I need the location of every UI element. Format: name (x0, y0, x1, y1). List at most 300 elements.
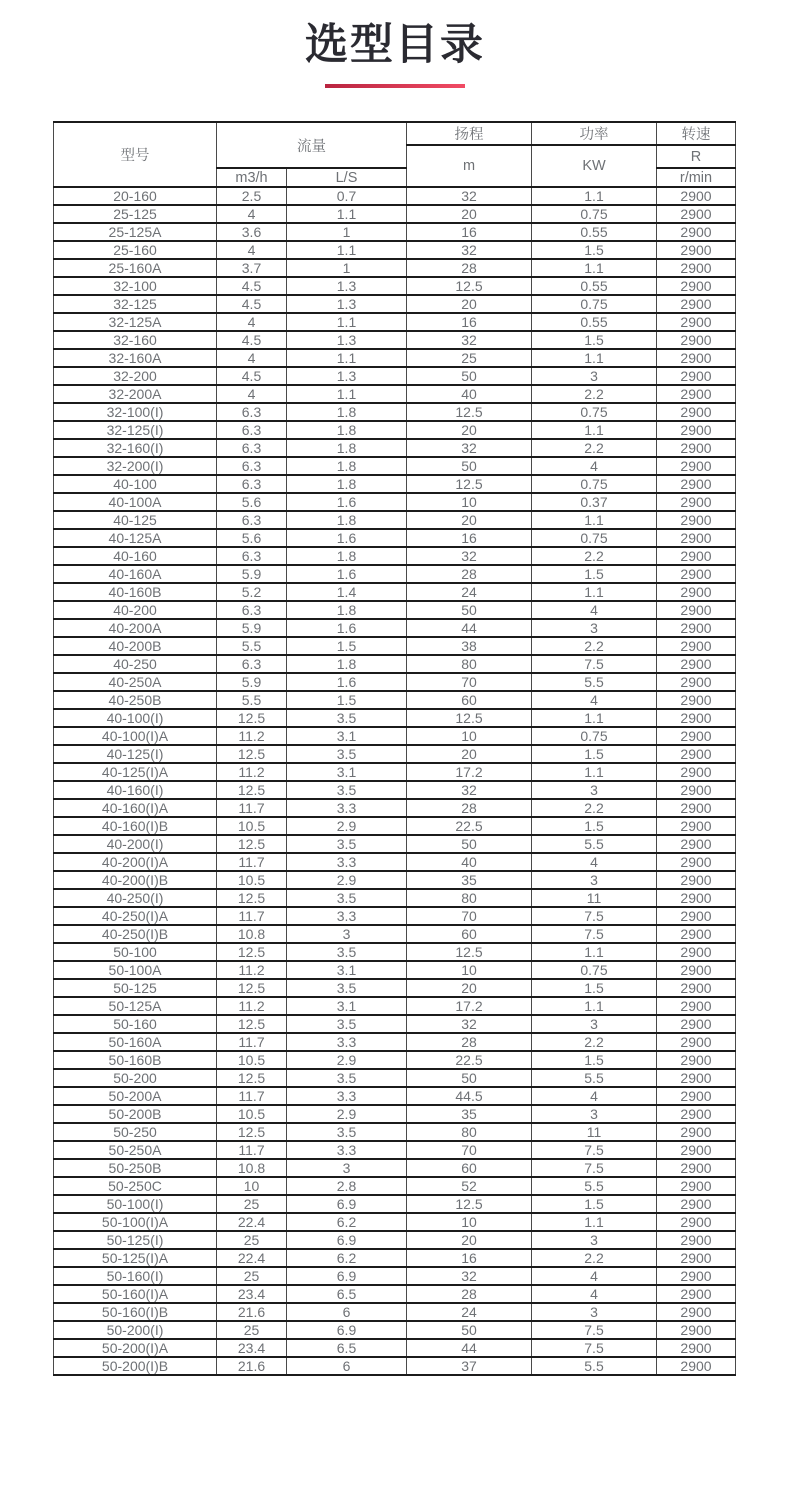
head-cell: 40 (407, 385, 532, 403)
head-cell: 50 (407, 457, 532, 475)
flow-ls-cell: 3.3 (287, 907, 407, 925)
flow-m3h-cell: 5.9 (217, 565, 287, 583)
model-cell: 32-100(I) (54, 403, 217, 421)
power-cell: 7.5 (532, 925, 657, 943)
flow-m3h-cell: 12.5 (217, 835, 287, 853)
head-cell: 20 (407, 745, 532, 763)
flow-ls-cell: 1.8 (287, 655, 407, 673)
head-cell: 20 (407, 295, 532, 313)
flow-m3h-cell: 10.5 (217, 871, 287, 889)
flow-ls-cell: 1.8 (287, 601, 407, 619)
power-cell: 5.5 (532, 1177, 657, 1195)
power-cell: 0.37 (532, 493, 657, 511)
model-cell: 50-160(I) (54, 1267, 217, 1285)
power-cell: 1.5 (532, 241, 657, 259)
power-cell: 4 (532, 457, 657, 475)
flow-ls-cell: 0.7 (287, 187, 407, 205)
model-cell: 50-200(I)A (54, 1339, 217, 1357)
flow-m3h-cell: 10.5 (217, 1051, 287, 1069)
table-row (54, 637, 736, 655)
model-cell: 40-100(I)A (54, 727, 217, 745)
model-cell: 50-100 (54, 943, 217, 961)
head-cell: 10 (407, 1213, 532, 1231)
flow-ls-cell: 3.5 (287, 979, 407, 997)
flow-m3h-cell: 4.5 (217, 277, 287, 295)
head-cell: 12.5 (407, 475, 532, 493)
speed-cell: 2900 (657, 853, 736, 871)
flow-ls-cell: 1.8 (287, 475, 407, 493)
head-cell: 32 (407, 1267, 532, 1285)
flow-m3h-cell: 4 (217, 385, 287, 403)
model-cell: 50-250C (54, 1177, 217, 1195)
table-row (54, 709, 736, 727)
flow-m3h-cell: 12.5 (217, 979, 287, 997)
table-row (54, 277, 736, 295)
table-body (54, 187, 736, 1375)
unit-flow-m3h: m3/h (217, 168, 287, 187)
power-cell: 5.5 (532, 1357, 657, 1375)
flow-m3h-cell: 12.5 (217, 709, 287, 727)
flow-m3h-cell: 25 (217, 1267, 287, 1285)
flow-ls-cell: 3.5 (287, 835, 407, 853)
power-cell: 7.5 (532, 655, 657, 673)
table-row (54, 547, 736, 565)
table-row (54, 979, 736, 997)
speed-cell: 2900 (657, 889, 736, 907)
model-cell: 50-160(I)B (54, 1303, 217, 1321)
flow-ls-cell: 3 (287, 925, 407, 943)
flow-m3h-cell: 11.2 (217, 763, 287, 781)
speed-cell: 2900 (657, 1123, 736, 1141)
table-row (54, 1303, 736, 1321)
power-cell: 4 (532, 1267, 657, 1285)
flow-m3h-cell: 5.6 (217, 493, 287, 511)
flow-m3h-cell: 11.7 (217, 907, 287, 925)
model-cell: 40-160 (54, 547, 217, 565)
table-row (54, 889, 736, 907)
head-cell: 32 (407, 331, 532, 349)
flow-m3h-cell: 6.3 (217, 457, 287, 475)
flow-ls-cell: 3.5 (287, 781, 407, 799)
flow-m3h-cell: 12.5 (217, 943, 287, 961)
head-cell: 60 (407, 1159, 532, 1177)
head-cell: 20 (407, 511, 532, 529)
power-cell: 1.1 (532, 259, 657, 277)
speed-cell: 2900 (657, 997, 736, 1015)
flow-m3h-cell: 11.7 (217, 853, 287, 871)
head-cell: 40 (407, 853, 532, 871)
model-cell: 50-200B (54, 1105, 217, 1123)
model-cell: 50-125(I) (54, 1231, 217, 1249)
model-cell: 50-125(I)A (54, 1249, 217, 1267)
flow-ls-cell: 1.6 (287, 493, 407, 511)
flow-ls-cell: 1 (287, 223, 407, 241)
flow-ls-cell: 3.5 (287, 1069, 407, 1087)
flow-ls-cell: 3.5 (287, 745, 407, 763)
power-cell: 0.55 (532, 277, 657, 295)
model-cell: 40-250A (54, 673, 217, 691)
speed-cell: 2900 (657, 637, 736, 655)
power-cell: 1.1 (532, 421, 657, 439)
model-cell: 50-200(I)B (54, 1357, 217, 1375)
model-cell: 50-200(I) (54, 1321, 217, 1339)
flow-ls-cell: 6.5 (287, 1339, 407, 1357)
flow-ls-cell: 3.5 (287, 709, 407, 727)
table-row (54, 511, 736, 529)
speed-cell: 2900 (657, 511, 736, 529)
model-cell: 40-125 (54, 511, 217, 529)
power-cell: 1.1 (532, 709, 657, 727)
flow-ls-cell: 6.2 (287, 1249, 407, 1267)
head-cell: 50 (407, 835, 532, 853)
flow-m3h-cell: 25 (217, 1321, 287, 1339)
speed-cell: 2900 (657, 1051, 736, 1069)
speed-cell: 2900 (657, 1033, 736, 1051)
flow-ls-cell: 1.3 (287, 367, 407, 385)
table-row (54, 475, 736, 493)
power-cell: 1.5 (532, 565, 657, 583)
flow-ls-cell: 3.1 (287, 997, 407, 1015)
table-row (54, 1249, 736, 1267)
flow-m3h-cell: 10 (217, 1177, 287, 1195)
flow-ls-cell: 1.8 (287, 457, 407, 475)
table-row (54, 1015, 736, 1033)
head-cell: 12.5 (407, 403, 532, 421)
power-cell: 1.1 (532, 943, 657, 961)
speed-cell: 2900 (657, 1177, 736, 1195)
flow-ls-cell: 1.8 (287, 439, 407, 457)
model-cell: 50-100(I) (54, 1195, 217, 1213)
flow-ls-cell: 1.8 (287, 511, 407, 529)
model-cell: 50-125 (54, 979, 217, 997)
speed-cell: 2900 (657, 1087, 736, 1105)
head-cell: 70 (407, 907, 532, 925)
model-cell: 40-125(I)A (54, 763, 217, 781)
table-row (54, 259, 736, 277)
power-cell: 4 (532, 601, 657, 619)
flow-m3h-cell: 3.7 (217, 259, 287, 277)
flow-m3h-cell: 5.6 (217, 529, 287, 547)
flow-ls-cell: 3.3 (287, 853, 407, 871)
model-cell: 50-160A (54, 1033, 217, 1051)
table-row (54, 205, 736, 223)
power-cell: 5.5 (532, 835, 657, 853)
speed-cell: 2900 (657, 745, 736, 763)
model-cell: 50-250B (54, 1159, 217, 1177)
column-header-head: 扬程 (407, 122, 532, 145)
power-cell: 4 (532, 1087, 657, 1105)
head-cell: 28 (407, 259, 532, 277)
speed-cell: 2900 (657, 1141, 736, 1159)
speed-cell: 2900 (657, 961, 736, 979)
power-cell: 2.2 (532, 547, 657, 565)
power-cell: 7.5 (532, 1321, 657, 1339)
power-cell: 1.5 (532, 1195, 657, 1213)
head-cell: 70 (407, 1141, 532, 1159)
speed-cell: 2900 (657, 583, 736, 601)
head-cell: 32 (407, 1015, 532, 1033)
flow-ls-cell: 1.6 (287, 673, 407, 691)
model-cell: 25-160A (54, 259, 217, 277)
flow-ls-cell: 2.9 (287, 1105, 407, 1123)
model-cell: 40-250(I)A (54, 907, 217, 925)
power-cell: 0.75 (532, 205, 657, 223)
table-row (54, 1213, 736, 1231)
power-cell: 7.5 (532, 1159, 657, 1177)
power-cell: 7.5 (532, 1141, 657, 1159)
model-cell: 25-125 (54, 205, 217, 223)
power-cell: 7.5 (532, 1339, 657, 1357)
power-cell: 0.75 (532, 529, 657, 547)
power-cell: 3 (532, 1015, 657, 1033)
speed-cell: 2900 (657, 367, 736, 385)
flow-ls-cell: 3.5 (287, 943, 407, 961)
flow-m3h-cell: 23.4 (217, 1339, 287, 1357)
table-row (54, 745, 736, 763)
model-cell: 25-160 (54, 241, 217, 259)
power-cell: 2.2 (532, 637, 657, 655)
table-row (54, 1105, 736, 1123)
speed-cell: 2900 (657, 493, 736, 511)
flow-ls-cell: 3.1 (287, 961, 407, 979)
flow-m3h-cell: 6.3 (217, 655, 287, 673)
head-cell: 20 (407, 1231, 532, 1249)
title-underline-accent (325, 84, 465, 88)
head-cell: 44 (407, 1339, 532, 1357)
head-cell: 12.5 (407, 709, 532, 727)
model-cell: 32-125(I) (54, 421, 217, 439)
power-cell: 0.75 (532, 295, 657, 313)
model-cell: 40-200(I)A (54, 853, 217, 871)
power-cell: 2.2 (532, 799, 657, 817)
model-cell: 40-250(I) (54, 889, 217, 907)
power-cell: 0.75 (532, 727, 657, 745)
flow-m3h-cell: 11.7 (217, 1087, 287, 1105)
speed-cell: 2900 (657, 1249, 736, 1267)
speed-cell: 2900 (657, 331, 736, 349)
head-cell: 16 (407, 529, 532, 547)
table-row (54, 313, 736, 331)
power-cell: 1.1 (532, 511, 657, 529)
speed-cell: 2900 (657, 439, 736, 457)
speed-cell: 2900 (657, 655, 736, 673)
flow-ls-cell: 6.5 (287, 1285, 407, 1303)
flow-ls-cell: 1.3 (287, 277, 407, 295)
flow-m3h-cell: 6.3 (217, 475, 287, 493)
table-row (54, 349, 736, 367)
head-cell: 35 (407, 871, 532, 889)
flow-ls-cell: 3.3 (287, 799, 407, 817)
power-cell: 2.2 (532, 385, 657, 403)
head-cell: 37 (407, 1357, 532, 1375)
model-cell: 20-160 (54, 187, 217, 205)
flow-m3h-cell: 11.2 (217, 961, 287, 979)
speed-cell: 2900 (657, 403, 736, 421)
flow-ls-cell: 1.8 (287, 421, 407, 439)
head-cell: 24 (407, 1303, 532, 1321)
table-row (54, 799, 736, 817)
speed-cell: 2900 (657, 1015, 736, 1033)
speed-cell: 2900 (657, 799, 736, 817)
model-cell: 40-100(I) (54, 709, 217, 727)
speed-cell: 2900 (657, 421, 736, 439)
flow-ls-cell: 2.9 (287, 817, 407, 835)
head-cell: 32 (407, 187, 532, 205)
power-cell: 1.5 (532, 331, 657, 349)
model-cell: 32-160(I) (54, 439, 217, 457)
speed-cell: 2900 (657, 475, 736, 493)
table-row (54, 655, 736, 673)
table-row (54, 1123, 736, 1141)
unit-head-m: m (407, 145, 532, 187)
table-row (54, 907, 736, 925)
power-cell: 3 (532, 871, 657, 889)
speed-cell: 2900 (657, 295, 736, 313)
speed-cell: 2900 (657, 619, 736, 637)
flow-ls-cell: 1.8 (287, 403, 407, 421)
flow-ls-cell: 1.3 (287, 295, 407, 313)
head-cell: 17.2 (407, 763, 532, 781)
flow-m3h-cell: 4.5 (217, 331, 287, 349)
table-row (54, 673, 736, 691)
speed-cell: 2900 (657, 1159, 736, 1177)
flow-ls-cell: 1.5 (287, 637, 407, 655)
flow-m3h-cell: 3.6 (217, 223, 287, 241)
speed-cell: 2900 (657, 979, 736, 997)
flow-m3h-cell: 10.5 (217, 817, 287, 835)
table-row (54, 1033, 736, 1051)
flow-m3h-cell: 10.8 (217, 925, 287, 943)
flow-ls-cell: 3.5 (287, 1015, 407, 1033)
head-cell: 60 (407, 691, 532, 709)
flow-m3h-cell: 12.5 (217, 745, 287, 763)
table-row (54, 835, 736, 853)
power-cell: 2.2 (532, 1249, 657, 1267)
column-header-power: 功率 (532, 122, 657, 145)
model-cell: 50-200A (54, 1087, 217, 1105)
table-row (54, 1321, 736, 1339)
model-cell: 40-250B (54, 691, 217, 709)
head-cell: 32 (407, 241, 532, 259)
head-cell: 17.2 (407, 997, 532, 1015)
power-cell: 1.1 (532, 763, 657, 781)
flow-m3h-cell: 12.5 (217, 781, 287, 799)
flow-m3h-cell: 6.3 (217, 601, 287, 619)
flow-m3h-cell: 4 (217, 241, 287, 259)
unit-flow-ls: L/S (287, 168, 407, 187)
speed-cell: 2900 (657, 907, 736, 925)
unit-power-kw: KW (532, 145, 657, 187)
table-row (54, 781, 736, 799)
flow-ls-cell: 2.9 (287, 871, 407, 889)
head-cell: 12.5 (407, 277, 532, 295)
table-row (54, 1069, 736, 1087)
flow-m3h-cell: 5.9 (217, 673, 287, 691)
speed-cell: 2900 (657, 1069, 736, 1087)
speed-cell: 2900 (657, 1303, 736, 1321)
power-cell: 1.5 (532, 745, 657, 763)
flow-ls-cell: 6 (287, 1357, 407, 1375)
flow-m3h-cell: 12.5 (217, 1069, 287, 1087)
head-cell: 12.5 (407, 1195, 532, 1213)
table-row (54, 925, 736, 943)
flow-ls-cell: 2.9 (287, 1051, 407, 1069)
head-cell: 10 (407, 961, 532, 979)
flow-m3h-cell: 22.4 (217, 1213, 287, 1231)
head-cell: 52 (407, 1177, 532, 1195)
speed-cell: 2900 (657, 313, 736, 331)
head-cell: 12.5 (407, 943, 532, 961)
head-cell: 16 (407, 1249, 532, 1267)
speed-cell: 2900 (657, 1339, 736, 1357)
table-row (54, 565, 736, 583)
unit-speed-r: R (657, 145, 736, 168)
flow-ls-cell: 3.3 (287, 1033, 407, 1051)
power-cell: 5.5 (532, 673, 657, 691)
table-header (54, 122, 736, 187)
flow-ls-cell: 6.2 (287, 1213, 407, 1231)
model-cell: 32-200(I) (54, 457, 217, 475)
flow-m3h-cell: 11.7 (217, 1033, 287, 1051)
flow-ls-cell: 1.1 (287, 349, 407, 367)
head-cell: 50 (407, 601, 532, 619)
speed-cell: 2900 (657, 223, 736, 241)
head-cell: 35 (407, 1105, 532, 1123)
speed-cell: 2900 (657, 601, 736, 619)
speed-cell: 2900 (657, 943, 736, 961)
power-cell: 1.1 (532, 1213, 657, 1231)
flow-ls-cell: 1.4 (287, 583, 407, 601)
flow-m3h-cell: 6.3 (217, 403, 287, 421)
flow-ls-cell: 3.3 (287, 1087, 407, 1105)
flow-m3h-cell: 5.2 (217, 583, 287, 601)
head-cell: 32 (407, 439, 532, 457)
head-cell: 28 (407, 1033, 532, 1051)
flow-m3h-cell: 21.6 (217, 1303, 287, 1321)
speed-cell: 2900 (657, 673, 736, 691)
speed-cell: 2900 (657, 187, 736, 205)
table-row (54, 601, 736, 619)
table-row (54, 871, 736, 889)
power-cell: 0.55 (532, 313, 657, 331)
table-row (54, 691, 736, 709)
power-cell: 7.5 (532, 907, 657, 925)
head-cell: 50 (407, 367, 532, 385)
speed-cell: 2900 (657, 871, 736, 889)
power-cell: 1.5 (532, 979, 657, 997)
model-cell: 50-160(I)A (54, 1285, 217, 1303)
head-cell: 70 (407, 673, 532, 691)
table-row (54, 1357, 736, 1375)
head-cell: 28 (407, 799, 532, 817)
table-row (54, 1267, 736, 1285)
model-cell: 32-160A (54, 349, 217, 367)
head-cell: 22.5 (407, 817, 532, 835)
model-cell: 32-100 (54, 277, 217, 295)
flow-m3h-cell: 11.7 (217, 799, 287, 817)
flow-ls-cell: 1.6 (287, 619, 407, 637)
flow-m3h-cell: 4.5 (217, 367, 287, 385)
model-cell: 32-200A (54, 385, 217, 403)
speed-cell: 2900 (657, 565, 736, 583)
head-cell: 16 (407, 313, 532, 331)
flow-ls-cell: 3.1 (287, 763, 407, 781)
column-header-speed: 转速 (657, 122, 736, 145)
power-cell: 0.75 (532, 475, 657, 493)
flow-ls-cell: 1.5 (287, 691, 407, 709)
head-cell: 28 (407, 1285, 532, 1303)
model-cell: 50-250 (54, 1123, 217, 1141)
